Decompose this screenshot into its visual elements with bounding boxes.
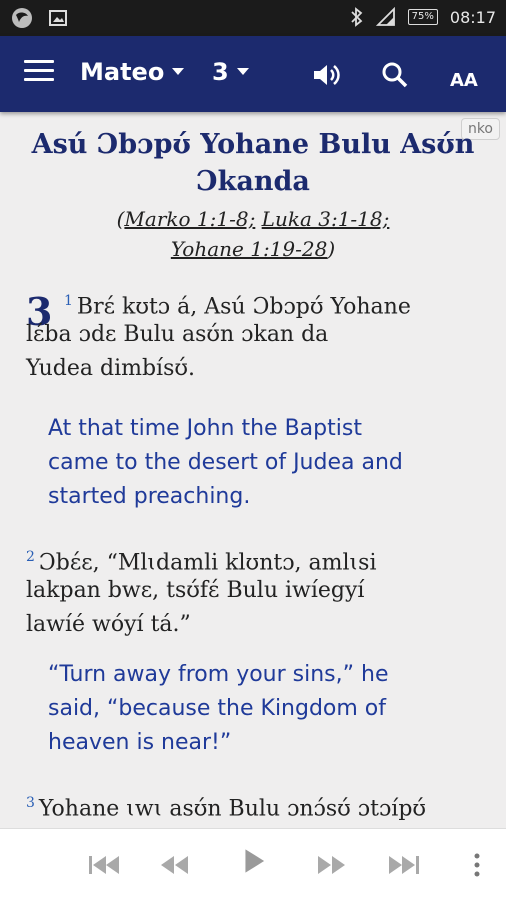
- verse-1-line: lɛ́ba ɔdɛ Bulu asʊ́n ɔkan da: [26, 322, 329, 347]
- speaker-icon[interactable]: [310, 58, 344, 92]
- ref-link[interactable]: Luka 3:1-18;: [261, 207, 390, 231]
- rewind-icon[interactable]: [158, 851, 192, 879]
- verse-text: Brɛ́ kʊtɔ á, Asú Ɔbɔpʊ́ Yohane: [76, 294, 411, 320]
- heading-line: Asú Ɔbɔpʊ́ Yohane Bulu Asʊ́n: [31, 129, 475, 160]
- verse-2-line: lakpan bwɛ, tsʊ́fɛ́ Bulu iwíegyí: [26, 578, 365, 603]
- skip-previous-icon[interactable]: [86, 851, 122, 879]
- play-icon[interactable]: [238, 847, 270, 875]
- english-line: heaven is near!”: [48, 730, 232, 755]
- chapter-number: 3: [26, 289, 53, 334]
- status-bar: [0, 0, 506, 36]
- verse-1-line: Yudea dimbísʊ́.: [26, 356, 196, 381]
- section-heading: [30, 126, 476, 200]
- cross-references: [40, 204, 466, 264]
- english-line: At that time John the Baptist: [48, 416, 362, 441]
- verse-text: Ɔbɛ́ɛ, “Mlɩdamli klʊntɔ, amlɩsi: [38, 550, 377, 576]
- app-bar: [0, 36, 506, 112]
- verse-number[interactable]: 2: [26, 549, 35, 565]
- ref-link[interactable]: Yohane 1:19-28: [170, 237, 328, 261]
- chapter-label: 3: [212, 58, 229, 86]
- verse-number[interactable]: 3: [26, 795, 35, 811]
- book-selector[interactable]: [80, 58, 184, 86]
- english-line: “Turn away from your sins,” he: [48, 662, 389, 687]
- verse-3: [26, 786, 476, 826]
- book-label: Mateo: [80, 58, 165, 86]
- audio-controls: [0, 828, 506, 901]
- english-line: said, “because the Kingdom of: [48, 696, 387, 721]
- search-icon[interactable]: [378, 58, 412, 92]
- paren: (: [116, 207, 125, 231]
- verse-text: Yohane ɩwɩ asʊ́n Bulu ɔnɔ́sʊ́ ɔtɔípʊ́: [38, 796, 427, 822]
- font-button-label: AA: [450, 70, 478, 91]
- chevron-down-icon: [237, 68, 249, 75]
- chapter-selector[interactable]: [212, 58, 249, 86]
- skip-next-icon[interactable]: [386, 851, 422, 879]
- fast-forward-icon[interactable]: [314, 851, 348, 879]
- app-icon: [10, 6, 34, 30]
- heading-line: Ɔkanda: [196, 166, 310, 197]
- battery-icon: 75%: [408, 9, 438, 25]
- english-line: started preaching.: [48, 484, 251, 509]
- clock: 08:17: [449, 7, 496, 27]
- menu-icon[interactable]: [24, 60, 54, 88]
- verse-number[interactable]: 1: [64, 293, 73, 309]
- signal-icon: [376, 7, 396, 27]
- image-icon: [48, 8, 68, 28]
- english-line: came to the desert of Judea and: [48, 450, 403, 475]
- verse-2-line: lawíé wóyí tá.”: [26, 612, 191, 637]
- language-tag[interactable]: nko: [461, 118, 500, 140]
- ref-link[interactable]: Marko 1:1-8;: [124, 207, 256, 231]
- reader-content[interactable]: [0, 112, 506, 828]
- paren: ): [327, 237, 336, 261]
- bluetooth-icon: [350, 7, 364, 27]
- font-size-icon[interactable]: [448, 58, 488, 92]
- more-vert-icon[interactable]: [470, 851, 484, 879]
- chevron-down-icon: [172, 68, 184, 75]
